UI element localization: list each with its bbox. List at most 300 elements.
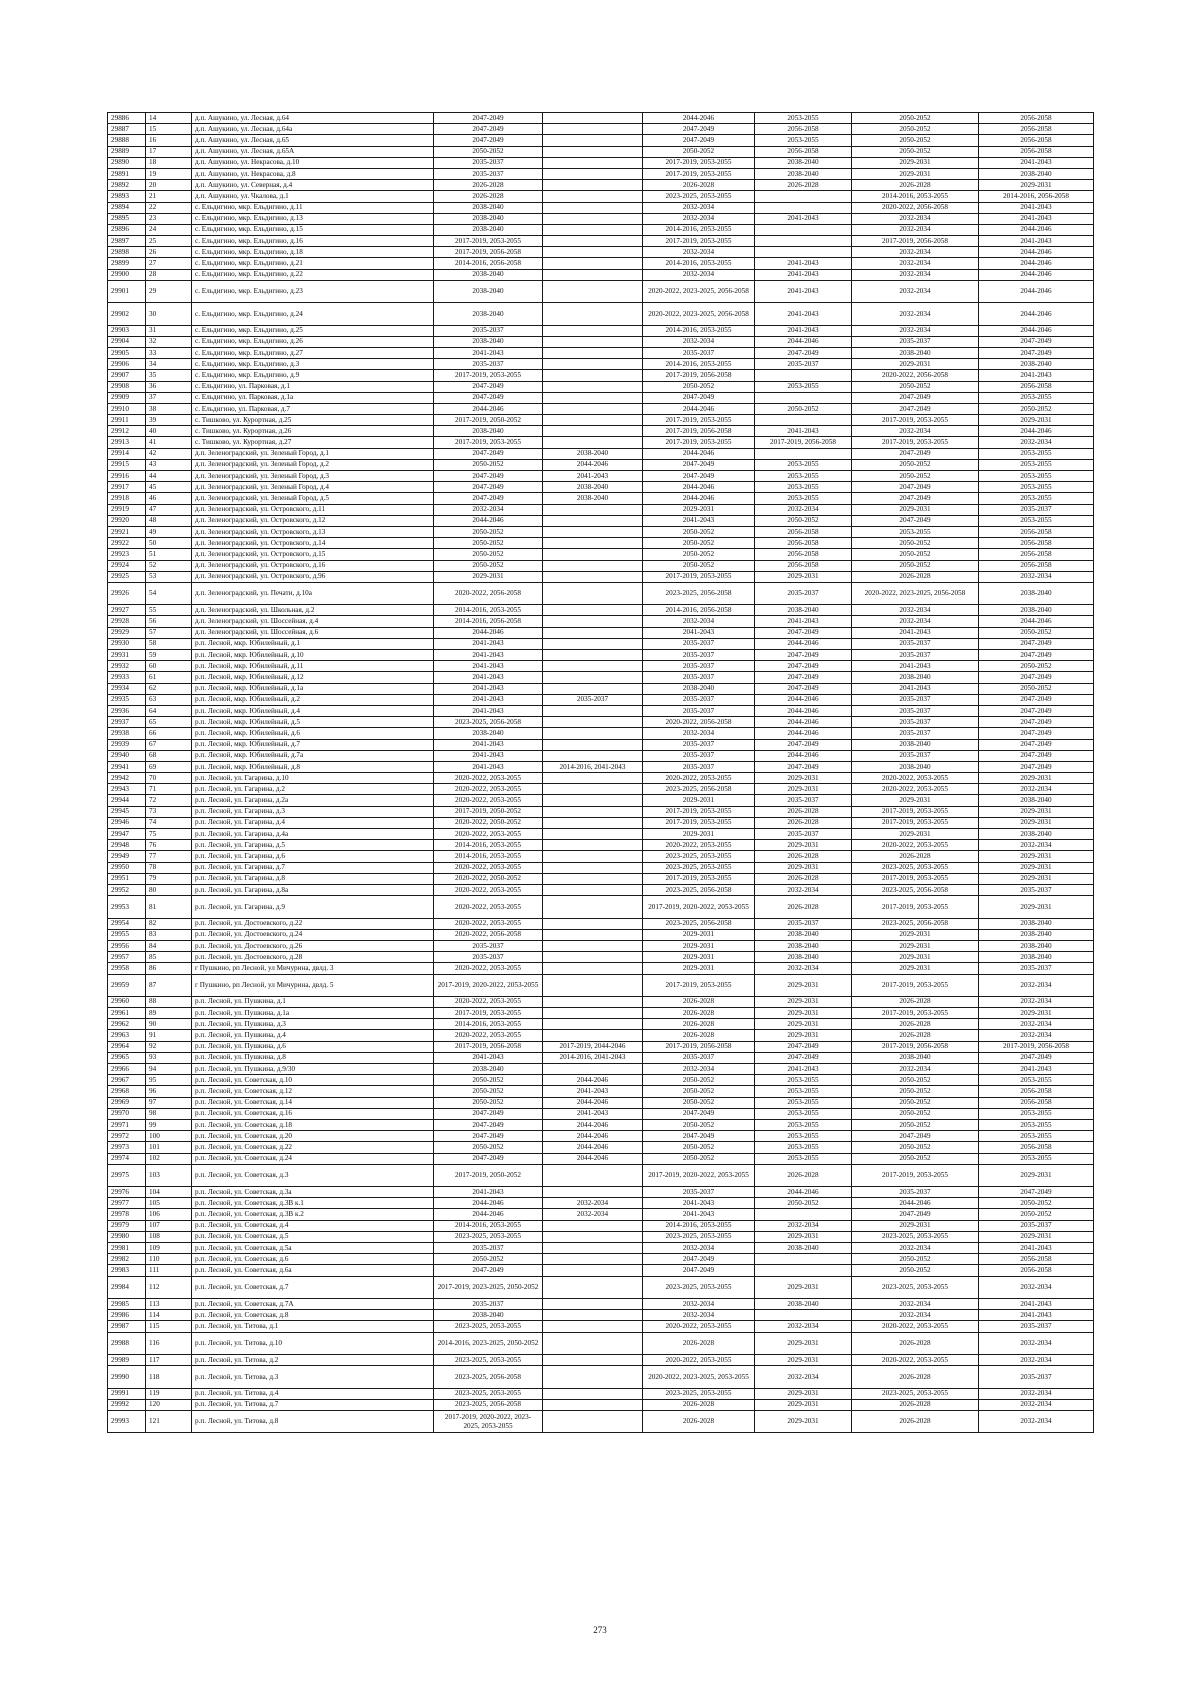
cell-local-number: 38: [146, 403, 192, 414]
cell-period-d: 2035-2037: [755, 582, 852, 604]
cell-period-c: 2050-2052: [643, 538, 755, 549]
table-row: [108, 146, 1094, 157]
cell-period-d: 2053-2055: [755, 113, 852, 124]
cell-period-b: [543, 817, 643, 828]
cell-period-d: [755, 448, 852, 459]
cell-period-a: 2020-2022, 2053-2055: [434, 795, 543, 806]
cell-period-e: 2044-2046: [852, 1198, 979, 1209]
cell-period-a: 2050-2052: [434, 526, 543, 537]
cell-period-b: [543, 616, 643, 627]
cell-local-number: 111: [146, 1265, 192, 1276]
cell-period-f: 2056-2058: [979, 1086, 1094, 1097]
cell-local-number: 105: [146, 1198, 192, 1209]
cell-period-e: 2050-2052: [852, 1254, 979, 1265]
cell-period-c: 2044-2046: [643, 482, 755, 493]
cell-period-a: 2047-2049: [434, 135, 543, 146]
cell-period-a: 2047-2049: [434, 381, 543, 392]
cell-address: д.п. Ашукино, ул. Чкалова, д.1: [192, 191, 434, 202]
cell-period-d: 2053-2055: [755, 1108, 852, 1119]
cell-period-b: [543, 1310, 643, 1321]
cell-period-f: 2050-2052: [979, 1209, 1094, 1220]
cell-period-b: [543, 1276, 643, 1298]
cell-period-c: 2050-2052: [643, 549, 755, 560]
cell-address: с. Тишково, ул. Курортная, д.25: [192, 415, 434, 426]
cell-period-d: 2041-2043: [755, 426, 852, 437]
cell-address: д.п. Зеленоградский, ул. Зеленый Город, д.3: [192, 471, 434, 482]
cell-period-f: 2044-2046: [979, 616, 1094, 627]
cell-period-d: 2056-2058: [755, 538, 852, 549]
cell-period-f: 2056-2058: [979, 1142, 1094, 1153]
cell-period-f: 2038-2040: [979, 605, 1094, 616]
table-row: [108, 1198, 1094, 1209]
cell-record-number: 29921: [108, 526, 146, 537]
cell-period-d: 2026-2028: [755, 1164, 852, 1186]
cell-period-b: [543, 168, 643, 179]
cell-period-b: [543, 1366, 643, 1388]
cell-address: д.п. Зеленоградский, ул. Зеленый Город, д.5: [192, 493, 434, 504]
cell-period-b: [543, 370, 643, 381]
cell-period-b: [543, 1354, 643, 1365]
cell-address: д.п. Зеленоградский, ул. Шоссейная, д.4: [192, 616, 434, 627]
cell-period-f: 2038-2040: [979, 359, 1094, 370]
table-row: [108, 1097, 1094, 1108]
cell-address: р.п. Лесной, мкр. Юбилейный, д.12: [192, 672, 434, 683]
cell-period-d: 2044-2046: [755, 1187, 852, 1198]
cell-record-number: 29925: [108, 571, 146, 582]
cell-period-a: 2023-2025, 2053-2055: [434, 1231, 543, 1242]
cell-period-e: 2023-2025, 2056-2058: [852, 918, 979, 929]
cell-period-f: 2056-2058: [979, 135, 1094, 146]
cell-period-f: 2047-2049: [979, 672, 1094, 683]
cell-period-f: 2053-2055: [979, 448, 1094, 459]
cell-period-c: 2029-2031: [643, 952, 755, 963]
cell-address: д.п. Зеленоградский, ул. Зеленый Город, д.4: [192, 482, 434, 493]
cell-local-number: 76: [146, 840, 192, 851]
table-row: [108, 1086, 1094, 1097]
cell-period-e: 2023-2025, 2053-2055: [852, 1276, 979, 1298]
cell-period-f: 2029-2031: [979, 415, 1094, 426]
cell-period-f: 2032-2034: [979, 974, 1094, 996]
cell-address: с. Тишково, ул. Курортная, д.26: [192, 426, 434, 437]
cell-local-number: 40: [146, 426, 192, 437]
cell-address: с. Ельдигино, мкр. Ельдигино, д.3: [192, 359, 434, 370]
cell-record-number: 29962: [108, 1019, 146, 1030]
cell-record-number: 29989: [108, 1354, 146, 1365]
cell-period-d: 2038-2040: [755, 929, 852, 940]
cell-record-number: 29967: [108, 1075, 146, 1086]
cell-period-a: 2050-2052: [434, 1086, 543, 1097]
cell-period-b: [543, 280, 643, 302]
cell-period-b: [543, 940, 643, 951]
cell-period-a: 2047-2049: [434, 1265, 543, 1276]
cell-period-c: 2032-2034: [643, 1310, 755, 1321]
cell-period-b: [543, 806, 643, 817]
table-row: [108, 739, 1094, 750]
table-row: [108, 1209, 1094, 1220]
cell-local-number: 64: [146, 705, 192, 716]
cell-period-e: 2050-2052: [852, 560, 979, 571]
cell-record-number: 29897: [108, 236, 146, 247]
cell-local-number: 95: [146, 1075, 192, 1086]
cell-period-e: 2017-2019, 2053-2055: [852, 415, 979, 426]
table-row: [108, 359, 1094, 370]
page-number: 273: [593, 1625, 607, 1635]
cell-period-b: 2032-2034: [543, 1198, 643, 1209]
cell-period-e: 2014-2016, 2053-2055: [852, 191, 979, 202]
cell-period-e: 2050-2052: [852, 538, 979, 549]
cell-period-e: 2026-2028: [852, 851, 979, 862]
table-row: [108, 180, 1094, 191]
cell-record-number: 29916: [108, 471, 146, 482]
cell-period-b: [543, 896, 643, 918]
cell-record-number: 29987: [108, 1321, 146, 1332]
cell-period-c: 2026-2028: [643, 1399, 755, 1410]
cell-address: д.п. Ашукино, ул. Лесная, д.64а: [192, 124, 434, 135]
table-row: [108, 683, 1094, 694]
cell-period-b: [543, 918, 643, 929]
cell-period-e: 2017-2019, 2053-2055: [852, 806, 979, 817]
cell-period-a: 2041-2043: [434, 750, 543, 761]
cell-record-number: 29901: [108, 280, 146, 302]
table-row: [108, 1298, 1094, 1309]
cell-address: р.п. Лесной, ул. Пушкина, д.1а: [192, 1008, 434, 1019]
cell-period-b: [543, 247, 643, 258]
cell-period-e: 2047-2049: [852, 1131, 979, 1142]
cell-period-e: 2035-2037: [852, 650, 979, 661]
cell-local-number: 81: [146, 896, 192, 918]
cell-period-f: 2044-2046: [979, 426, 1094, 437]
cell-record-number: 29886: [108, 113, 146, 124]
cell-period-f: 2029-2031: [979, 817, 1094, 828]
cell-period-c: 2050-2052: [643, 560, 755, 571]
cell-period-b: 2044-2046: [543, 1131, 643, 1142]
cell-record-number: 29889: [108, 146, 146, 157]
cell-local-number: 15: [146, 124, 192, 135]
cell-address: р.п. Лесной, ул. Титова, д.7: [192, 1399, 434, 1410]
cell-period-e: 2026-2028: [852, 1332, 979, 1354]
cell-record-number: 29966: [108, 1064, 146, 1075]
cell-address: с. Ельдигино, мкр. Ельдигино, д.27: [192, 347, 434, 358]
table-row: [108, 829, 1094, 840]
cell-period-e: 2029-2031: [852, 1220, 979, 1231]
cell-period-e: 2050-2052: [852, 135, 979, 146]
cell-record-number: 29899: [108, 258, 146, 269]
cell-period-e: 2029-2031: [852, 795, 979, 806]
cell-period-e: 2032-2034: [852, 303, 979, 325]
cell-period-d: 2053-2055: [755, 381, 852, 392]
cell-address: р.п. Лесной, ул. Пушкина, д.3: [192, 1019, 434, 1030]
cell-period-b: [543, 1321, 643, 1332]
cell-period-b: [543, 829, 643, 840]
cell-period-c: 2023-2025, 2053-2055: [643, 1388, 755, 1399]
cell-period-d: [755, 1265, 852, 1276]
cell-period-a: 2020-2022, 2053-2055: [434, 784, 543, 795]
cell-address: р.п. Лесной, ул. Советская, д.6: [192, 1254, 434, 1265]
table-row: [108, 1052, 1094, 1063]
cell-period-a: 2014-2016, 2053-2055: [434, 1019, 543, 1030]
cell-period-d: 2047-2049: [755, 761, 852, 772]
cell-record-number: 29915: [108, 459, 146, 470]
cell-period-d: 2044-2046: [755, 728, 852, 739]
cell-record-number: 29931: [108, 650, 146, 661]
cell-period-b: [543, 1220, 643, 1231]
cell-address: р.п. Лесной, мкр. Юбилейный, д.6: [192, 728, 434, 739]
cell-period-c: 2032-2034: [643, 269, 755, 280]
cell-period-d: 2053-2055: [755, 1142, 852, 1153]
cell-period-b: [543, 795, 643, 806]
table-row: [108, 336, 1094, 347]
cell-address: р.п. Лесной, мкр. Юбилейный, д.1: [192, 638, 434, 649]
cell-address: р.п. Лесной, ул. Советская, д.8: [192, 1310, 434, 1321]
table-row: [108, 1254, 1094, 1265]
cell-address: р.п. Лесной, мкр. Юбилейный, д.2: [192, 694, 434, 705]
cell-period-b: [543, 873, 643, 884]
table-row: [108, 974, 1094, 996]
cell-period-b: [543, 157, 643, 168]
table-row: [108, 1366, 1094, 1388]
cell-address: с. Ельдигино, мкр. Ельдигино, д.11: [192, 202, 434, 213]
cell-period-c: 2044-2046: [643, 113, 755, 124]
cell-record-number: 29911: [108, 415, 146, 426]
cell-local-number: 84: [146, 940, 192, 951]
cell-record-number: 29982: [108, 1254, 146, 1265]
cell-address: с. Ельдигино, мкр. Ельдигино, д.13: [192, 213, 434, 224]
cell-period-e: 2047-2049: [852, 403, 979, 414]
cell-period-f: 2038-2040: [979, 795, 1094, 806]
cell-period-f: 2041-2043: [979, 1064, 1094, 1075]
cell-period-a: 2026-2028: [434, 180, 543, 191]
cell-record-number: 29904: [108, 336, 146, 347]
cell-period-e: 2038-2040: [852, 1052, 979, 1063]
cell-period-d: 2026-2028: [755, 806, 852, 817]
cell-period-a: 2020-2022, 2056-2058: [434, 929, 543, 940]
cell-period-b: 2044-2046: [543, 1142, 643, 1153]
cell-period-b: [543, 974, 643, 996]
cell-period-b: [543, 728, 643, 739]
cell-period-f: 2053-2055: [979, 1153, 1094, 1164]
cell-period-a: 2017-2019, 2056-2058: [434, 1041, 543, 1052]
cell-local-number: 41: [146, 437, 192, 448]
cell-period-e: 2035-2037: [852, 705, 979, 716]
cell-period-f: 2029-2031: [979, 1231, 1094, 1242]
cell-record-number: 29909: [108, 392, 146, 403]
cell-period-a: 2038-2040: [434, 280, 543, 302]
cell-period-b: [543, 526, 643, 537]
cell-address: р.п. Лесной, ул. Советская, д.24: [192, 1153, 434, 1164]
cell-period-b: 2044-2046: [543, 1097, 643, 1108]
cell-period-c: 2020-2022, 2023-2025, 2056-2058: [643, 280, 755, 302]
cell-period-e: 2050-2052: [852, 1142, 979, 1153]
cell-period-f: 2047-2049: [979, 705, 1094, 716]
cell-period-d: 2029-2031: [755, 773, 852, 784]
table-row: [108, 627, 1094, 638]
cell-address: р.п. Лесной, ул. Пушкина, д.1: [192, 996, 434, 1007]
cell-period-a: 2050-2052: [434, 1097, 543, 1108]
cell-record-number: 29941: [108, 761, 146, 772]
cell-period-e: 2050-2052: [852, 471, 979, 482]
cell-record-number: 29974: [108, 1153, 146, 1164]
table-row: [108, 1332, 1094, 1354]
table-row: [108, 403, 1094, 414]
cell-record-number: 29992: [108, 1399, 146, 1410]
cell-period-b: [543, 392, 643, 403]
cell-address: д.п. Зеленоградский, ул. Островского, д.15: [192, 549, 434, 560]
cell-period-a: 2041-2043: [434, 705, 543, 716]
cell-period-c: 2017-2019, 2053-2055: [643, 415, 755, 426]
table-row: [108, 1041, 1094, 1052]
cell-period-a: 2044-2046: [434, 627, 543, 638]
cell-period-d: [755, 202, 852, 213]
cell-record-number: 29948: [108, 840, 146, 851]
cell-address: р.п. Лесной, ул. Гагарина, д.9: [192, 896, 434, 918]
cell-record-number: 29942: [108, 773, 146, 784]
cell-local-number: 70: [146, 773, 192, 784]
cell-address: р.п. Лесной, ул. Титова, д.10: [192, 1332, 434, 1354]
cell-period-f: 2047-2049: [979, 717, 1094, 728]
table-row: [108, 1231, 1094, 1242]
cell-period-f: 2041-2043: [979, 213, 1094, 224]
cell-period-b: [543, 347, 643, 358]
cell-period-b: 2041-2043: [543, 1086, 643, 1097]
cell-period-b: [543, 560, 643, 571]
cell-period-f: 2056-2058: [979, 381, 1094, 392]
cell-address: с. Ельдигино, мкр. Ельдигино, д.18: [192, 247, 434, 258]
cell-period-c: 2014-2016, 2053-2055: [643, 1220, 755, 1231]
table-row: [108, 1153, 1094, 1164]
table-row: [108, 191, 1094, 202]
cell-period-b: [543, 1243, 643, 1254]
cell-period-c: 2032-2034: [643, 616, 755, 627]
cell-record-number: 29968: [108, 1086, 146, 1097]
cell-period-f: 2050-2052: [979, 661, 1094, 672]
cell-period-b: [543, 1388, 643, 1399]
cell-period-c: 2023-2025, 2056-2058: [643, 884, 755, 895]
cell-period-c: 2032-2034: [643, 1243, 755, 1254]
cell-local-number: 113: [146, 1298, 192, 1309]
cell-period-f: 2047-2049: [979, 638, 1094, 649]
cell-period-f: 2032-2034: [979, 437, 1094, 448]
cell-period-c: 2047-2049: [643, 1254, 755, 1265]
cell-period-d: 2056-2058: [755, 146, 852, 157]
cell-period-a: 2023-2025, 2056-2058: [434, 717, 543, 728]
cell-period-e: 2032-2034: [852, 213, 979, 224]
cell-period-b: [543, 1064, 643, 1075]
cell-period-f: 2047-2049: [979, 761, 1094, 772]
cell-period-f: 2047-2049: [979, 750, 1094, 761]
cell-local-number: 97: [146, 1097, 192, 1108]
cell-period-b: [543, 996, 643, 1007]
cell-record-number: 29906: [108, 359, 146, 370]
cell-period-d: 2038-2040: [755, 605, 852, 616]
cell-period-d: 2035-2037: [755, 359, 852, 370]
cell-period-c: 2014-2016, 2053-2055: [643, 224, 755, 235]
cell-period-f: 2035-2037: [979, 884, 1094, 895]
table-row: [108, 1030, 1094, 1041]
cell-period-e: 2020-2022, 2056-2058: [852, 370, 979, 381]
table-row: [108, 862, 1094, 873]
table-row: [108, 280, 1094, 302]
cell-local-number: 44: [146, 471, 192, 482]
cell-period-e: 2032-2034: [852, 1243, 979, 1254]
table-row: [108, 918, 1094, 929]
table-row: [108, 415, 1094, 426]
cell-record-number: 29943: [108, 784, 146, 795]
cell-period-e: 2032-2034: [852, 258, 979, 269]
cell-period-f: 2029-2031: [979, 896, 1094, 918]
cell-period-a: 2014-2016, 2023-2025, 2050-2052: [434, 1332, 543, 1354]
cell-address: р.п. Лесной, ул. Гагарина, д.7: [192, 862, 434, 873]
cell-period-f: 2029-2031: [979, 773, 1094, 784]
cell-period-b: 2041-2043: [543, 471, 643, 482]
cell-period-a: 2017-2019, 2020-2022, 2053-2055: [434, 974, 543, 996]
cell-period-c: 2026-2028: [643, 1410, 755, 1432]
cell-period-c: 2029-2031: [643, 829, 755, 840]
cell-period-f: 2029-2031: [979, 180, 1094, 191]
cell-address: р.п. Лесной, ул. Гагарина, д.2: [192, 784, 434, 795]
cell-period-f: 2053-2055: [979, 1075, 1094, 1086]
cell-period-b: [543, 705, 643, 716]
cell-period-b: [543, 1298, 643, 1309]
cell-local-number: 75: [146, 829, 192, 840]
cell-period-b: [543, 325, 643, 336]
cell-period-a: 2020-2022, 2053-2055: [434, 1030, 543, 1041]
cell-local-number: 73: [146, 806, 192, 817]
cell-record-number: 29892: [108, 180, 146, 191]
cell-period-e: 2038-2040: [852, 739, 979, 750]
table-row: [108, 1164, 1094, 1186]
cell-period-d: 2038-2040: [755, 157, 852, 168]
cell-period-f: 2032-2034: [979, 1388, 1094, 1399]
cell-period-f: 2038-2040: [979, 829, 1094, 840]
cell-period-d: 2053-2055: [755, 482, 852, 493]
cell-local-number: 16: [146, 135, 192, 146]
cell-period-a: 2014-2016, 2053-2055: [434, 1220, 543, 1231]
cell-period-f: 2032-2034: [979, 1399, 1094, 1410]
cell-local-number: 87: [146, 974, 192, 996]
cell-period-e: 2047-2049: [852, 493, 979, 504]
cell-record-number: 29961: [108, 1008, 146, 1019]
cell-period-f: 2041-2043: [979, 1243, 1094, 1254]
cell-local-number: 114: [146, 1310, 192, 1321]
cell-period-d: 2053-2055: [755, 493, 852, 504]
cell-address: р.п. Лесной, ул. Гагарина, д.8: [192, 873, 434, 884]
cell-period-b: 2014-2016, 2041-2043: [543, 761, 643, 772]
cell-period-c: 2050-2052: [643, 526, 755, 537]
cell-period-d: 2047-2049: [755, 1041, 852, 1052]
cell-period-a: 2038-2040: [434, 336, 543, 347]
cell-period-a: 2035-2037: [434, 359, 543, 370]
cell-period-e: 2032-2034: [852, 247, 979, 258]
cell-period-c: 2017-2019, 2053-2055: [643, 806, 755, 817]
cell-period-c: 2032-2034: [643, 1298, 755, 1309]
cell-period-c: 2017-2019, 2053-2055: [643, 974, 755, 996]
cell-period-f: 2029-2031: [979, 873, 1094, 884]
cell-address: д.п. Зеленоградский, ул. Школьная, д.2: [192, 605, 434, 616]
cell-period-c: 2023-2025, 2053-2055: [643, 851, 755, 862]
cell-period-e: 2017-2019, 2053-2055: [852, 896, 979, 918]
cell-period-e: 2029-2031: [852, 940, 979, 951]
cell-period-b: [543, 124, 643, 135]
cell-period-d: [755, 1209, 852, 1220]
cell-period-e: 2047-2049: [852, 448, 979, 459]
cell-local-number: 100: [146, 1131, 192, 1142]
cell-period-c: 2014-2016, 2053-2055: [643, 258, 755, 269]
table-row: [108, 437, 1094, 448]
cell-period-d: 2053-2055: [755, 1153, 852, 1164]
cell-period-a: 2035-2037: [434, 168, 543, 179]
cell-record-number: 29983: [108, 1265, 146, 1276]
cell-period-d: 2053-2055: [755, 1097, 852, 1108]
